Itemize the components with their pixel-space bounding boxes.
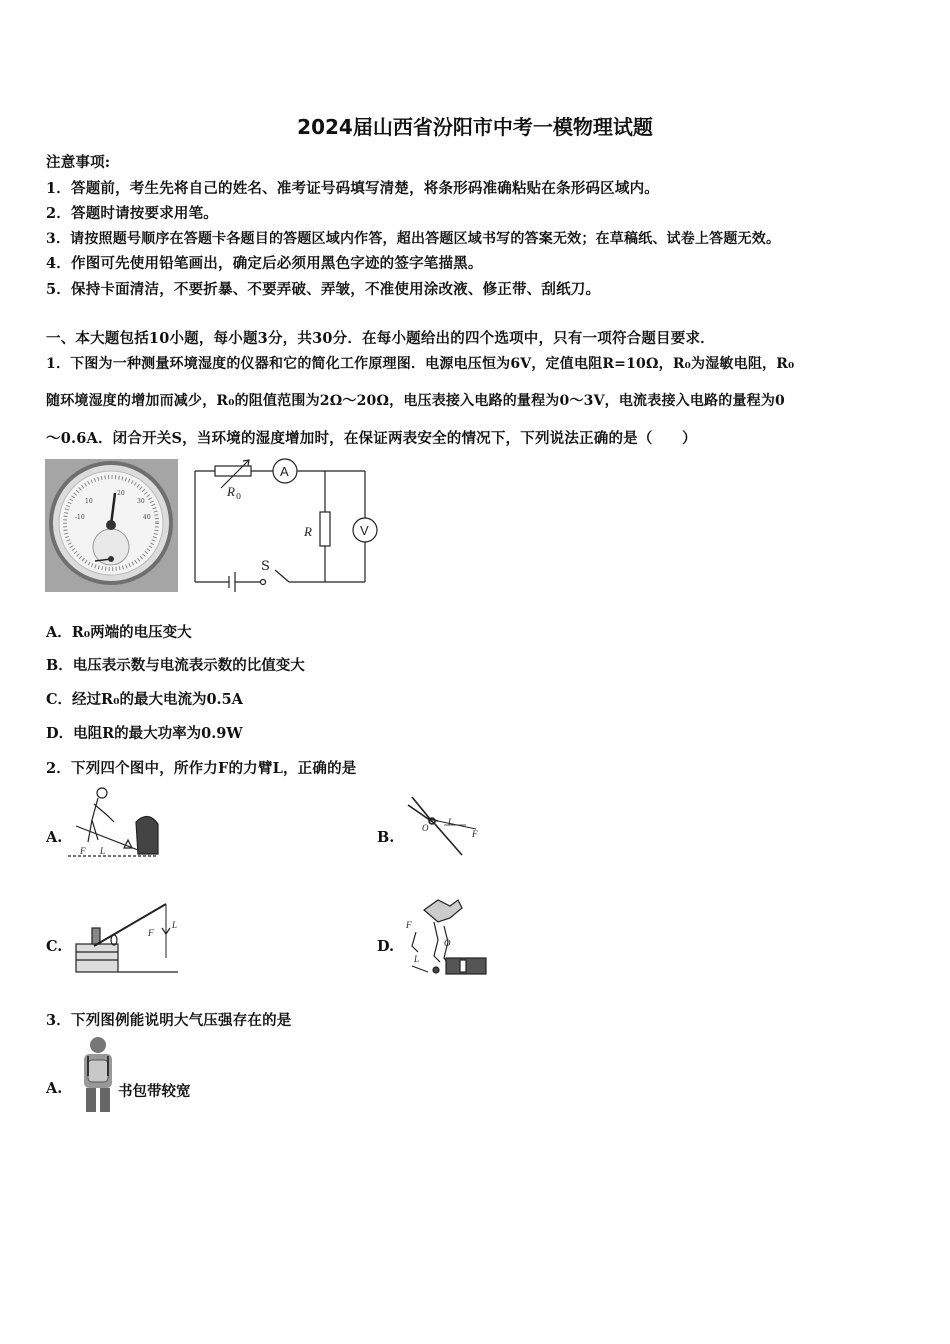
hygrometer-image [45,459,178,592]
fig-label-f: F [472,829,478,839]
q1-option-a[interactable]: A．R₀两端的电压变大 [46,624,192,641]
svg-text:10: 10 [85,498,93,505]
section-heading: 一、本大题包括10小题，每小题3分，共30分．在每小题给出的四个选项中，只有一项符合题目要求． [46,330,715,347]
page-title: 2024届山西省汾阳市中考一模物理试题 [297,115,653,139]
faucet-figure [404,896,488,978]
q1-option-d[interactable]: D．电阻R的最大功率为0.9W [46,725,243,742]
fig-label-f: F [406,920,412,930]
fig-label-f: F [80,846,86,856]
q3-option-a-text: 书包带较宽 [118,1083,191,1100]
crowbar-figure [74,900,180,976]
q2-option-a-label[interactable]: A. [46,829,63,846]
fig-label-l: L [172,920,178,930]
label-ammeter: A [280,464,289,479]
q2-option-b-label[interactable]: B. [377,829,395,846]
label-r0: R [227,484,235,499]
q1-stem-line: ～0.6A．闭合开关S，当环境的湿度增加时，在保证两表安全的情况下，下列说法正确的是（ ） [46,430,697,447]
fig-label-o: O [444,938,451,948]
label-r: R [304,524,312,539]
q2-stem: 2．下列四个图中，所作力F的力臂L，正确的是 [46,760,357,777]
circuit-diagram [193,458,383,588]
label-voltmeter: V [360,523,369,538]
notice-item: 5．保持卡面清洁，不要折暴、不要弄破、弄皱，不准使用涂改液、修正带、刮纸刀。 [46,281,601,298]
notice-item: 2．答题时请按要求用笔。 [46,205,218,222]
q1-stem-line: 1．下图为一种测量环境湿度的仪器和它的简化工作原理图．电源电压恒为6V，定值电阻R=10Ω，R₀为湿敏电阻，R₀ [46,356,795,372]
scissors-figure [404,795,484,857]
q3-option-a-label[interactable]: A. [46,1080,63,1097]
fig-label-l: L [100,846,106,856]
svg-text:-10: -10 [75,514,85,521]
q1-option-b[interactable]: B．电压表示数与电流表示数的比值变大 [46,657,305,674]
notice-item: 3．请按照题号顺序在答题卡各题目的答题区域内作答，超出答题区域书写的答案无效；在草稿纸、试卷上答题无效。 [46,231,781,247]
fig-label-l: L [414,954,420,964]
notice-heading: 注意事项: [46,154,111,171]
svg-text:40: 40 [143,514,151,521]
fig-label-o: O [422,823,429,833]
label-r0-sub: 0 [236,492,242,501]
q3-stem: 3．下列图例能说明大气压强存在的是 [46,1012,292,1029]
svg-text:30: 30 [137,498,145,505]
notice-item: 4．作图可先使用铅笔画出，确定后必须用黑色字迹的签字笔描黑。 [46,255,483,272]
svg-text:20: 20 [117,490,125,497]
q2-option-c-label[interactable]: C. [46,938,63,955]
notice-item: 1．答题前，考生先将自己的姓名、准考证号码填写清楚，将条形码准确粘贴在条形码区域内。 [46,180,659,197]
backpack-student-figure [74,1036,118,1114]
q2-option-d-label[interactable]: D. [377,938,395,955]
q1-option-c[interactable]: C．经过R₀的最大电流为0.5A [46,691,243,708]
lever-shovel-figure [68,786,160,858]
q1-stem-line: 随环境湿度的增加而减少，R₀的阻值范围为2Ω～20Ω，电压表接入电路的量程为0～3V，电流表接入电路的量程为0 [46,393,785,409]
fig-label-l: L [448,817,454,827]
fig-label-f: F [148,928,154,938]
label-switch: S [261,559,270,574]
